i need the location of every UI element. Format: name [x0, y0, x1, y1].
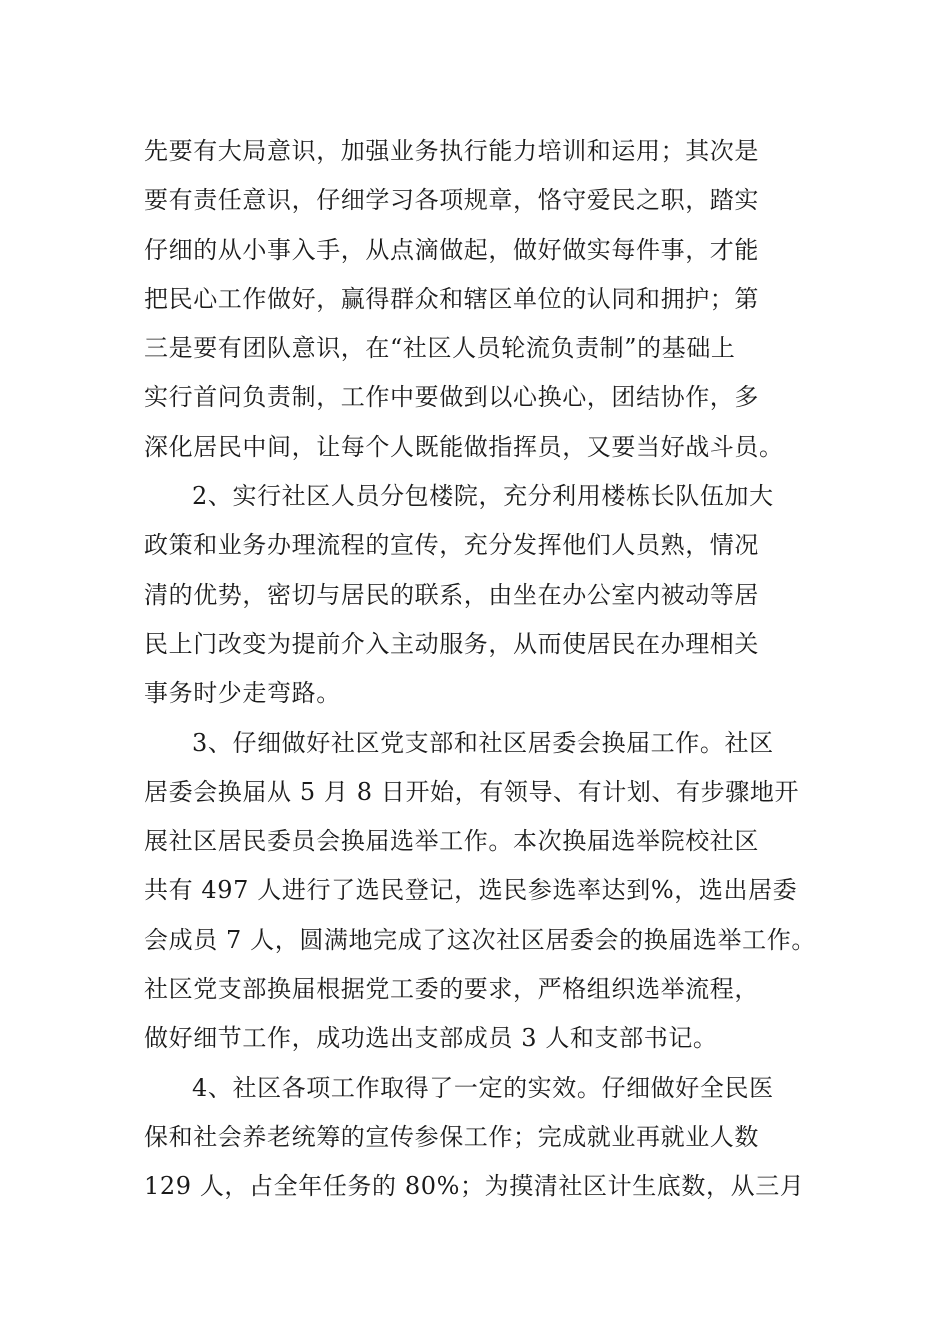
paragraph-3 [144, 719, 816, 1064]
text-line: 居委会换届从 5 月 8 日开始，有领导、有计划、有步骤地开 [144, 777, 800, 806]
paragraph-2 [144, 472, 806, 718]
text-line: 仔细的从小事入手，从点滴做起，做好做实每件事，才能 [144, 235, 759, 264]
text-line: 展社区居民委员会换届选举工作。本次换届选举院校社区 [144, 827, 759, 856]
text-line: 三是要有团队意识，在“社区人员轮流负责制”的基础上 [144, 334, 736, 363]
text-line: 把民心工作做好，赢得群众和辖区单位的认同和拥护；第 [144, 284, 759, 313]
text-line: 4、社区各项工作取得了一定的实效。仔细做好全民医 [192, 1073, 774, 1102]
text-line: 保和社会养老统筹的宣传参保工作；完成就业再就业人数 [144, 1122, 759, 1151]
text-line: 清的优势，密切与居民的联系，由坐在办公室内被动等居 [144, 580, 759, 609]
text-line: 会成员 7 人，圆满地完成了这次社区居委会的换届选举工作。 [144, 925, 816, 954]
text-line: 社区党支部换届根据党工委的要求，严格组织选举流程， [144, 975, 759, 1004]
document-body [144, 127, 816, 1212]
text-line: 做好细节工作，成功选出支部成员 3 人和支部书记。 [144, 1024, 718, 1053]
paragraph-1 [144, 127, 806, 472]
text-line: 深化居民中间，让每个人既能做指挥员，又要当好战斗员。 [144, 432, 784, 461]
text-line: 事务时少走弯路。 [144, 679, 341, 708]
text-line: 3、仔细做好社区党支部和社区居委会换届工作。社区 [192, 728, 774, 757]
text-line: 129 人，占全年任务的 80%；为摸清社区计生底数，从三月 [144, 1172, 805, 1201]
text-line: 实行首问负责制，工作中要做到以心换心，团结协作，多 [144, 383, 759, 412]
text-line: 民上门改变为提前介入主动服务，从而使居民在办理相关 [144, 629, 759, 658]
text-line: 要有责任意识，仔细学习各项规章，恪守爱民之职，踏实 [144, 186, 759, 215]
text-line: 政策和业务办理流程的宣传，充分发挥他们人员熟，情况 [144, 531, 759, 560]
text-line: 共有 497 人进行了选民登记，选民参选率达到%，选出居委 [144, 876, 798, 905]
text-line: 先要有大局意识，加强业务执行能力培训和运用；其次是 [144, 137, 759, 165]
paragraph-4 [144, 1064, 806, 1212]
text-line: 2、实行社区人员分包楼院，充分利用楼栋长队伍加大 [192, 482, 774, 511]
